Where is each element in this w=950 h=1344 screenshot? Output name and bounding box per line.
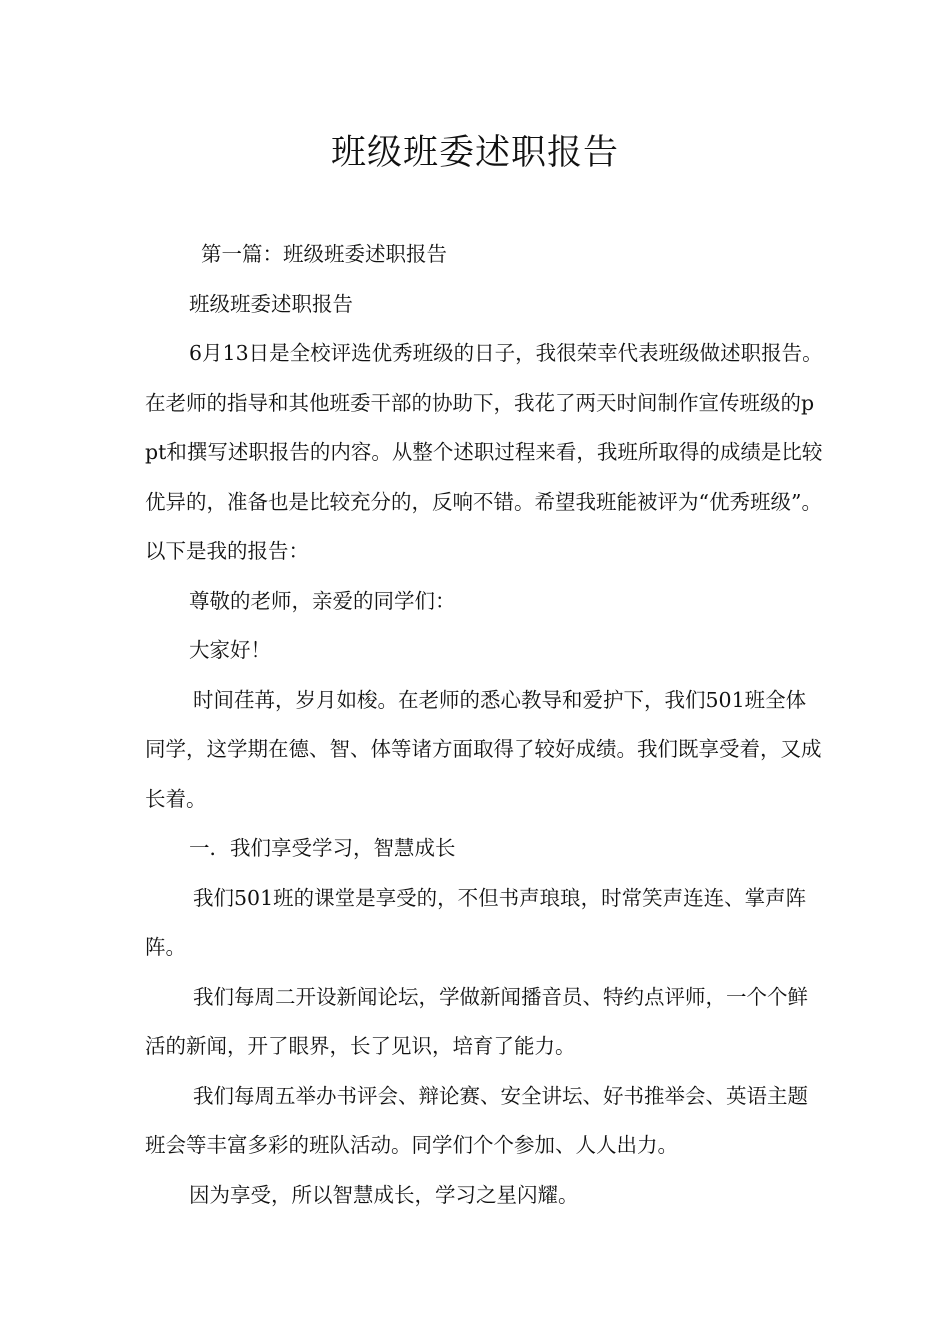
paragraph-heading-learning: 一．我们享受学习，智慧成长 <box>189 836 456 860</box>
paragraph-greeting: 大家好！ <box>189 638 271 662</box>
paragraph-classroom: 我们501班的课堂是享受的，不但书声琅琅，时常笑声连连、掌声阵阵。 <box>145 885 807 959</box>
document-title: 班级班委述职报告 <box>330 133 619 173</box>
paragraph-time-passes: 时间荏苒，岁月如梭。在老师的悉心教导和爱护下，我们501班全体同学，这学期在德、智、体等诸方面取得了较好成绩。我们既享受着，又成长着。 <box>145 687 822 811</box>
paragraph-intro: 6月13日是全校评选优秀班级的日子，我很荣幸代表班级做述职报告。在老师的指导和其他班委干部的协助下，我花了两天时间制作宣传班级的ppt和撰写述职报告的内容。从整个述职过程来看，我班所取得的成绩是比较优异的，准备也是比较充分的，反响不错。希望我班能被评为“优秀班级”。以下是我的报告： <box>145 341 823 563</box>
paragraph-news-forum: 我们每周二开设新闻论坛，学做新闻播音员、特约点评师，一个个鲜活的新闻，开了眼界，长了见识，培育了能力。 <box>145 984 808 1058</box>
paragraph-section-heading: 第一篇：班级班委述职报告 <box>201 242 447 266</box>
paragraph-salutation: 尊敬的老师，亲爱的同学们： <box>189 588 456 613</box>
paragraph-activities: 我们每周五举办书评会、辩论赛、安全讲坛、好书推举会、英语主题班会等丰富多彩的班队活动。同学们个个参加、人人出力。 <box>145 1083 808 1157</box>
paragraph-subtitle: 班级班委述职报告 <box>189 291 353 316</box>
document-body <box>145 230 823 1220</box>
paragraph-conclusion: 因为享受，所以智慧成长，学习之星闪耀。 <box>189 1182 579 1207</box>
